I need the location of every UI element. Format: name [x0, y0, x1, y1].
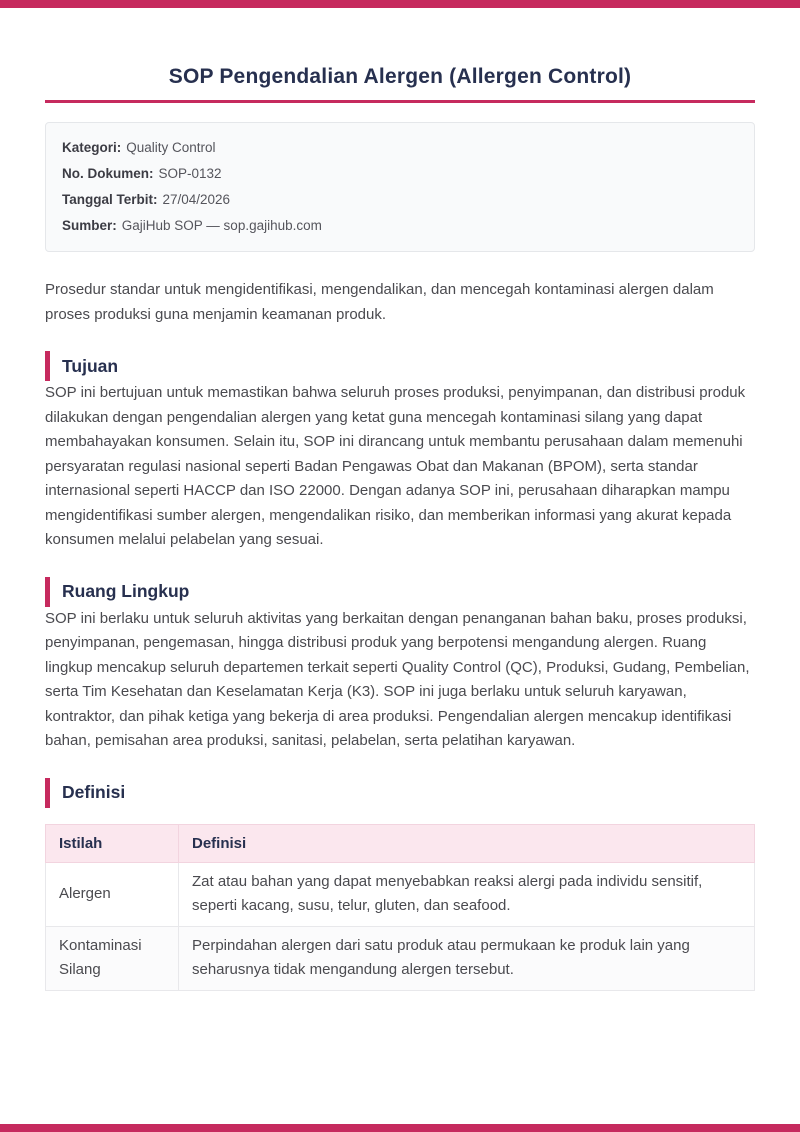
- section-body-tujuan: SOP ini bertujuan untuk memastikan bahwa seluruh proses produksi, penyimpanan, dan distribusi produk dilakukan dengan pengendalian alergen yang ketat guna mencegah kontaminasi silang yang dapat membahayakan konsumen. Selain itu, SOP ini dirancang untuk membantu perusahaan dalam memenuhi persyaratan regulasi nasional seperti Badan Pengawas Obat dan Makanan (BPOM), serta standar internasional seperti HACCP dan ISO 22000. Dengan adanya SOP ini, perusahaan diharapkan mampu mengidentifikasi sumber alergen, mengendalikan risiko, dan memberikan informasi yang akurat kepada konsumen melalui pelabelan yang sesuai.: [45, 384, 746, 548]
- table-header-definisi: Definisi: [179, 824, 755, 862]
- bottom-accent-bar: [0, 1124, 800, 1132]
- section-tujuan: [45, 351, 755, 553]
- meta-label: Tanggal Terbit:: [62, 192, 158, 207]
- meta-label: No. Dokumen:: [62, 166, 154, 181]
- section-heading-label: Ruang Lingkup: [62, 581, 190, 601]
- table-cell-term: Kontaminasi Silang: [46, 926, 179, 990]
- meta-value: GajiHub SOP — sop.gajihub.com: [121, 218, 322, 233]
- top-accent-bar: [0, 0, 800, 8]
- table-cell-definition: Perpindahan alergen dari satu produk atau permukaan ke produk lain yang seharusnya tidak mengandung alergen tersebut.: [179, 926, 755, 990]
- section-definisi: [45, 778, 755, 991]
- section-heading-ruang-lingkup: [45, 577, 755, 607]
- meta-row-no-dokumen: [62, 161, 738, 187]
- meta-label: Sumber:: [62, 218, 117, 233]
- meta-row-tanggal-terbit: [62, 187, 738, 213]
- title-divider: [45, 100, 755, 103]
- definitions-table: [45, 824, 755, 991]
- table-cell-term: Alergen: [46, 862, 179, 926]
- table-cell-definition: Zat atau bahan yang dapat menyebabkan reaksi alergi pada individu sensitif, seperti kacang, susu, telur, gluten, dan seafood.: [179, 862, 755, 926]
- section-heading-label: Tujuan: [62, 355, 119, 376]
- meta-label: Kategori:: [62, 140, 122, 155]
- section-heading-label: Definisi: [62, 782, 126, 802]
- meta-value: Quality Control: [126, 140, 216, 155]
- section-heading-tujuan: [45, 351, 755, 381]
- intro-paragraph: Prosedur standar untuk mengidentifikasi, mengendalikan, dan mencegah kontaminasi alergen dalam proses produksi guna menjamin keamanan produk.: [45, 281, 714, 323]
- document-meta-box: [45, 122, 755, 252]
- meta-value: SOP-0132: [158, 166, 222, 181]
- meta-value: 27/04/2026: [162, 192, 231, 207]
- table-row: [46, 862, 755, 926]
- section-heading-definisi: [45, 778, 755, 808]
- table-row: [46, 926, 755, 990]
- meta-row-sumber: [62, 213, 738, 239]
- page-title: SOP Pengendalian Alergen (Allergen Control): [168, 65, 632, 88]
- meta-row-kategori: [62, 135, 738, 161]
- section-ruang-lingkup: [45, 577, 755, 754]
- table-header-istilah: Istilah: [46, 824, 179, 862]
- table-header-row: [46, 824, 755, 862]
- section-body-ruang-lingkup: SOP ini berlaku untuk seluruh aktivitas yang berkaitan dengan penanganan bahan baku, proses produksi, penyimpanan, pengemasan, hingga distribusi produk yang berpotensi mengandung alergen. Ruang lingkup mencakup seluruh departemen terkait seperti Quality Control (QC), Produksi, Gudang, Pembelian, serta Tim Kesehatan dan Keselamatan Kerja (K3). SOP ini juga berlaku untuk seluruh karyawan, kontraktor, dan pihak ketiga yang bekerja di area produksi. Pengendalian alergen mencakup identifikasi bahan, pemisahan area produksi, sanitasi, pelabelan, serta pelatihan karyawan.: [45, 609, 750, 749]
